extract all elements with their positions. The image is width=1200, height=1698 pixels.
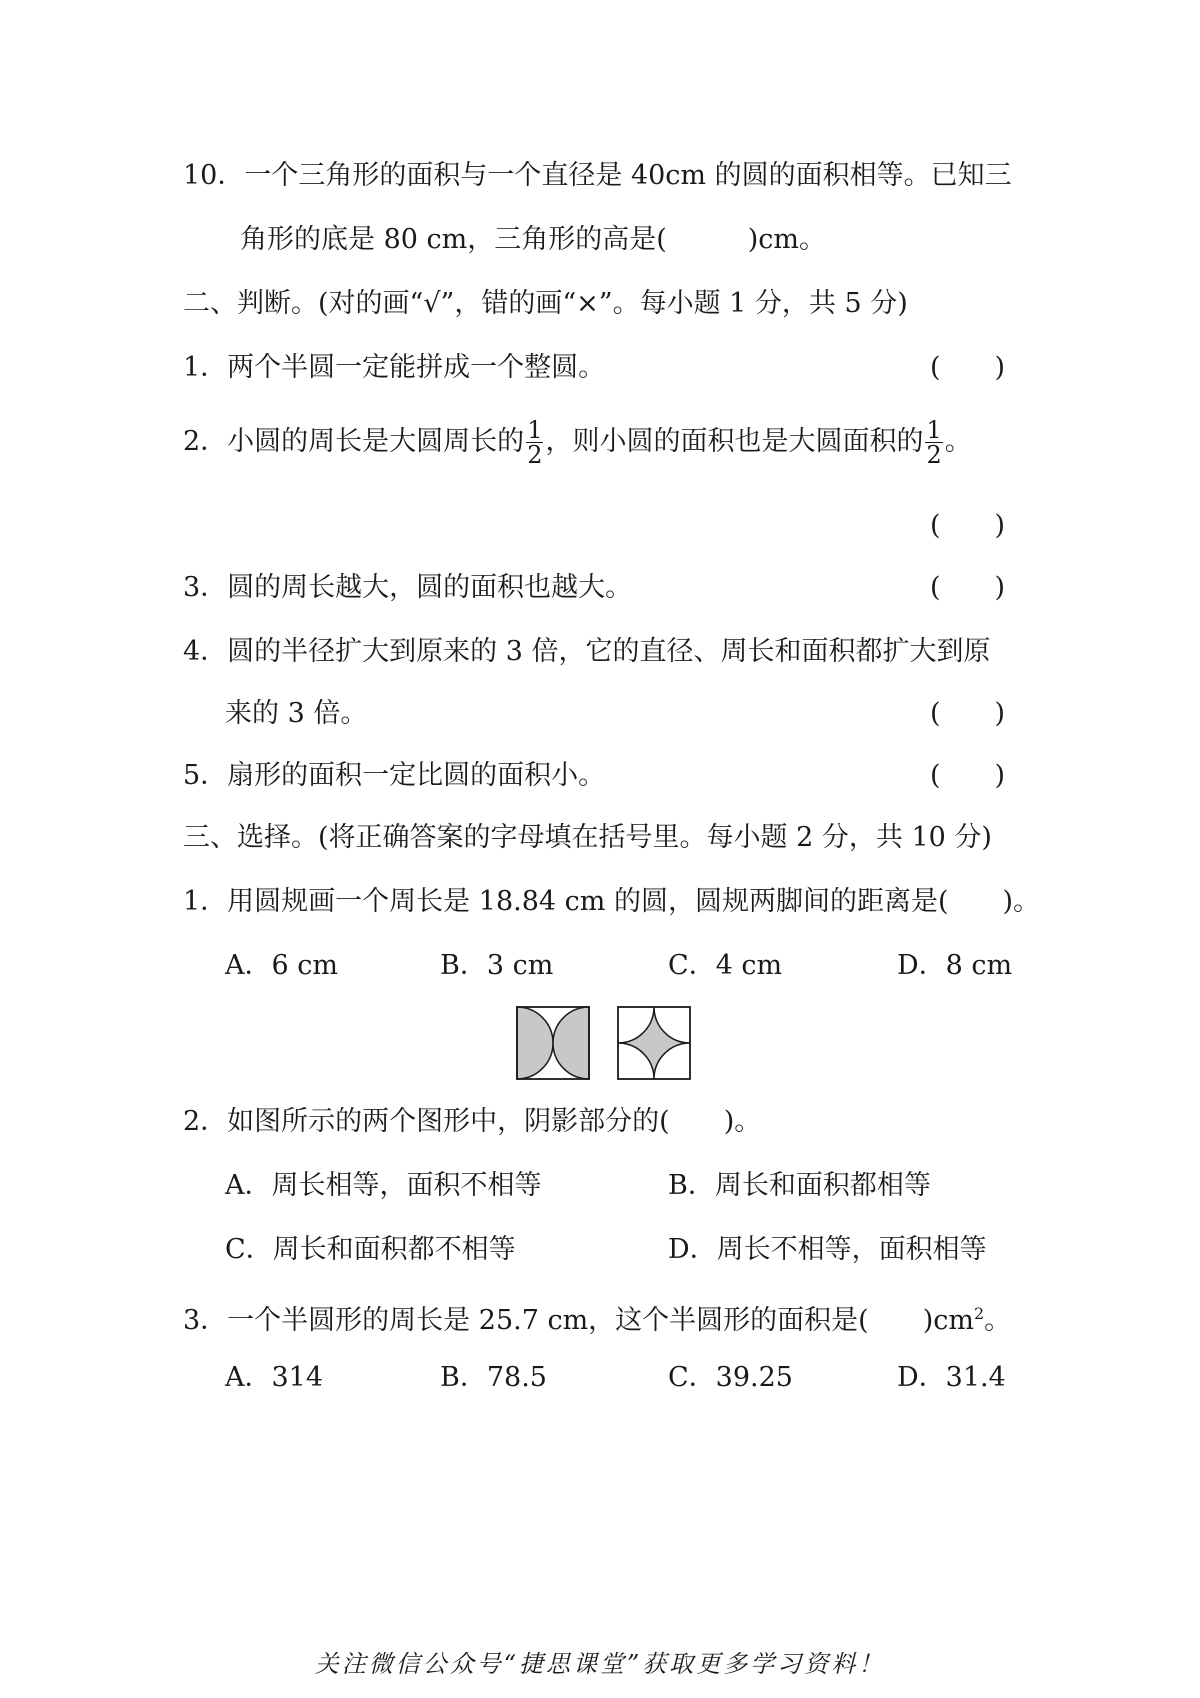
fraction-one-half [925, 418, 942, 467]
fraction-denominator: 2 [527, 441, 543, 469]
choice-2-stem: 2．如图所示的两个图形中，阴影部分的( )。 [183, 1106, 762, 1137]
judge-blank-2[interactable]: ( ) [930, 510, 1006, 541]
choice-3-option-d: D．31.4 [897, 1362, 1006, 1393]
choice-2-option-c: C．周长和面积都不相等 [225, 1234, 516, 1265]
section2-heading: 二、判断。(对的画“√”，错的画“×”。每小题 1 分，共 5 分) [183, 288, 908, 319]
choice-3-option-b: B．78.5 [440, 1362, 547, 1393]
judge-item-2-text-c: 。 [944, 426, 972, 457]
choice-1-stem: 1．用圆规画一个周长是 18.84 cm 的圆，圆规两脚间的距离是( )。 [183, 886, 1041, 917]
choice-1-option-a: A．6 cm [225, 950, 338, 981]
judge-item-3: 3．圆的周长越大，圆的面积也越大。 [183, 572, 633, 603]
q10-line2: 角形的底是 80 cm，三角形的高是( )cm。 [240, 224, 827, 255]
choice-3-option-c: C．39.25 [668, 1362, 793, 1393]
judge-item-2 [183, 418, 972, 467]
judge-item-1: 1．两个半圆一定能拼成一个整圆。 [183, 352, 606, 383]
choice-2-option-a: A．周长相等，面积不相等 [225, 1170, 542, 1201]
judge-blank-3[interactable]: ( ) [930, 572, 1006, 603]
judge-blank-5[interactable]: ( ) [930, 760, 1006, 791]
judge-item-2-text-b: ，则小圆的面积也是大圆面积的 [545, 426, 924, 457]
choice-2-option-b: B．周长和面积都相等 [668, 1170, 931, 1201]
judge-blank-4[interactable]: ( ) [930, 698, 1006, 729]
superscript-two: 2 [973, 1304, 985, 1323]
choice-1-option-c: C．4 cm [668, 950, 783, 981]
fraction-numerator: 1 [527, 416, 543, 444]
judge-item-4-line2: 来的 3 倍。 [225, 698, 368, 729]
judge-item-2-text-a: 2．小圆的周长是大圆周长的 [183, 426, 525, 457]
choice-3-stem [183, 1296, 1011, 1339]
fraction-denominator: 2 [926, 441, 942, 469]
choice-3-stem-end: 。 [984, 1305, 1012, 1336]
fraction-numerator: 1 [926, 416, 942, 444]
fraction-one-half [526, 418, 543, 467]
q10-line1: 10．一个三角形的面积与一个直径是 40cm 的圆的面积相等。已知三 [183, 160, 1012, 191]
choice-2-option-d: D．周长不相等，面积相等 [668, 1234, 987, 1265]
judge-blank-1[interactable]: ( ) [930, 352, 1006, 383]
figure-concave-shading [514, 1004, 592, 1082]
choice-3-option-a: A．314 [225, 1362, 324, 1393]
section3-heading: 三、选择。(将正确答案的字母填在括号里。每小题 2 分，共 10 分) [183, 822, 992, 853]
choice-1-option-d: D．8 cm [897, 950, 1013, 981]
judge-item-5: 5．扇形的面积一定比圆的面积小。 [183, 760, 606, 791]
choice-3-stem-text: 3．一个半圆形的周长是 25.7 cm，这个半圆形的面积是( )cm [183, 1305, 974, 1336]
judge-item-4-line1: 4．圆的半径扩大到原来的 3 倍，它的直径、周长和面积都扩大到原 [183, 636, 991, 667]
footer-note: 关注微信公众号“捷思课堂”获取更多学习资料！ [314, 1650, 886, 1678]
choice-1-option-b: B．3 cm [440, 950, 554, 981]
figure-star-shading [615, 1004, 693, 1082]
